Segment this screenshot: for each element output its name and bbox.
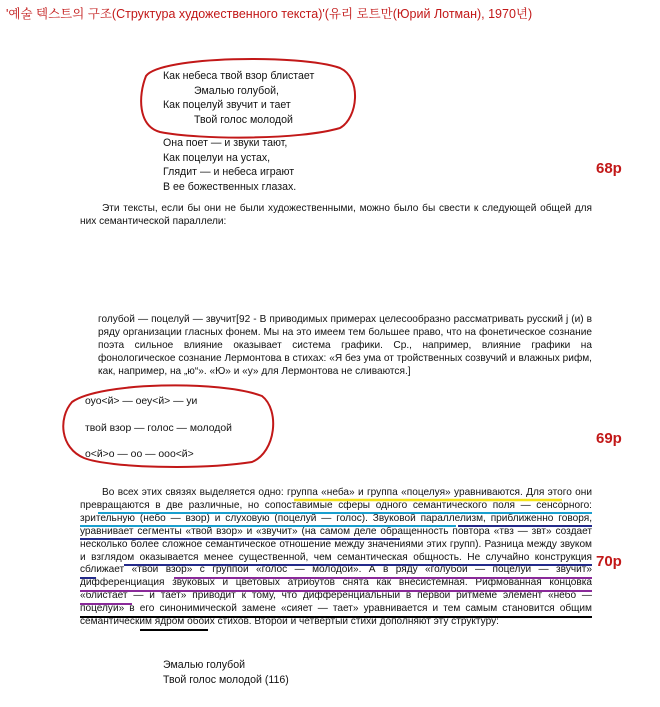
poem-line: Она поет — и звуки тают, — [163, 137, 288, 149]
poem-line: Как небеса твой взор блистает — [163, 70, 315, 82]
poem-line: Эмалью голубой — [163, 659, 246, 671]
header-title: '예술 텍스트의 구조(Структура художественного текста)'(유리 로트만(Юрий Лотман), 1970년) — [6, 7, 533, 21]
page-marker-68: 68p — [596, 160, 622, 177]
paragraph-semantic-parallel: Эти тексты, если бы они не были художественными, можно было бы свести к следующей общей для них семантической параллели: — [80, 203, 592, 227]
poem-line: Твой голос молодой (116) — [163, 673, 289, 686]
poem-line: Как поцелуй звучит и тает — [163, 99, 291, 112]
poem-circled — [163, 69, 314, 127]
poem-line: Эмалью голубой, — [194, 84, 279, 97]
phoneme-chain: твой взор — голос — молодой — [85, 423, 232, 434]
final-poem — [163, 658, 289, 687]
phoneme-chain: о<й>о — оо — ооо<й> — [85, 449, 194, 460]
page-marker-69: 69p — [596, 430, 622, 447]
poem-line: Глядит — и небеса играют — [163, 166, 295, 179]
paragraph-footnote: голубой — поцелуй — звучит[92 - В приводимых примерах целесообразно рассматривать русский j (и) в ряду организации гласных фонем. Мы на это имеем тем большее право, что на фонетическое сознание поэта сильное влияние оказывает система графики. Ср., например, влияние графики на фонологическое сознание Лермонтова в стихах: «Я без ума от тройственных созвучий и влажных рифм, как, например, на „ю“». «Ю» и «у» для Лермонтова не сливаются.] — [98, 314, 592, 377]
phoneme-chain: оуо<й> — оеу<й> — уи — [85, 396, 198, 407]
poem-line: В ее божественных глазах. — [163, 180, 297, 193]
poem-line: Твой голос молодой — [194, 113, 293, 126]
page-marker-70: 70p — [596, 553, 622, 570]
poem-line: Как поцелуи на устах, — [163, 151, 271, 164]
poem-second — [163, 136, 296, 194]
paragraph-analysis: Во всех этих связях выделяется одно: группа «неба» и группа «поцелуя» уравниваются. Для этого они превращаются в две различные, но сопоставимые сферы одного семантического поля — сенсорного: зрительную (небо — взор) и слуховую (поцелуй — голос). Звуковой параллелизм, приближенно говоря, уравнивает сегменты «твой взор» и «звучит» (на самом деле обращенность повтора «твз — звт» создает несколько более сложное семантическое отношение между значениями этих групп). Разница между звуком и взглядом оказывается менее существенной, чем семантическая общность. Не случайно конструкция сближает «твой взор» с группой «голос — молодой». А в ряду «голубой — поцелуй — звучит» дифференциация звуковых и цветовых атрибутов снята как внесистемная. Рифмованная концовка «блистает — и тает» приводит к тому, что дифференциальный в первой ритмеме элемент «небо — поцелуй» в его синонимической замене «сияет — тает» уравнивается и тем самым становится общим семантическим ядром обоих стихов. Второй и четвертый стихи дополняют эту структуру: — [80, 487, 592, 628]
